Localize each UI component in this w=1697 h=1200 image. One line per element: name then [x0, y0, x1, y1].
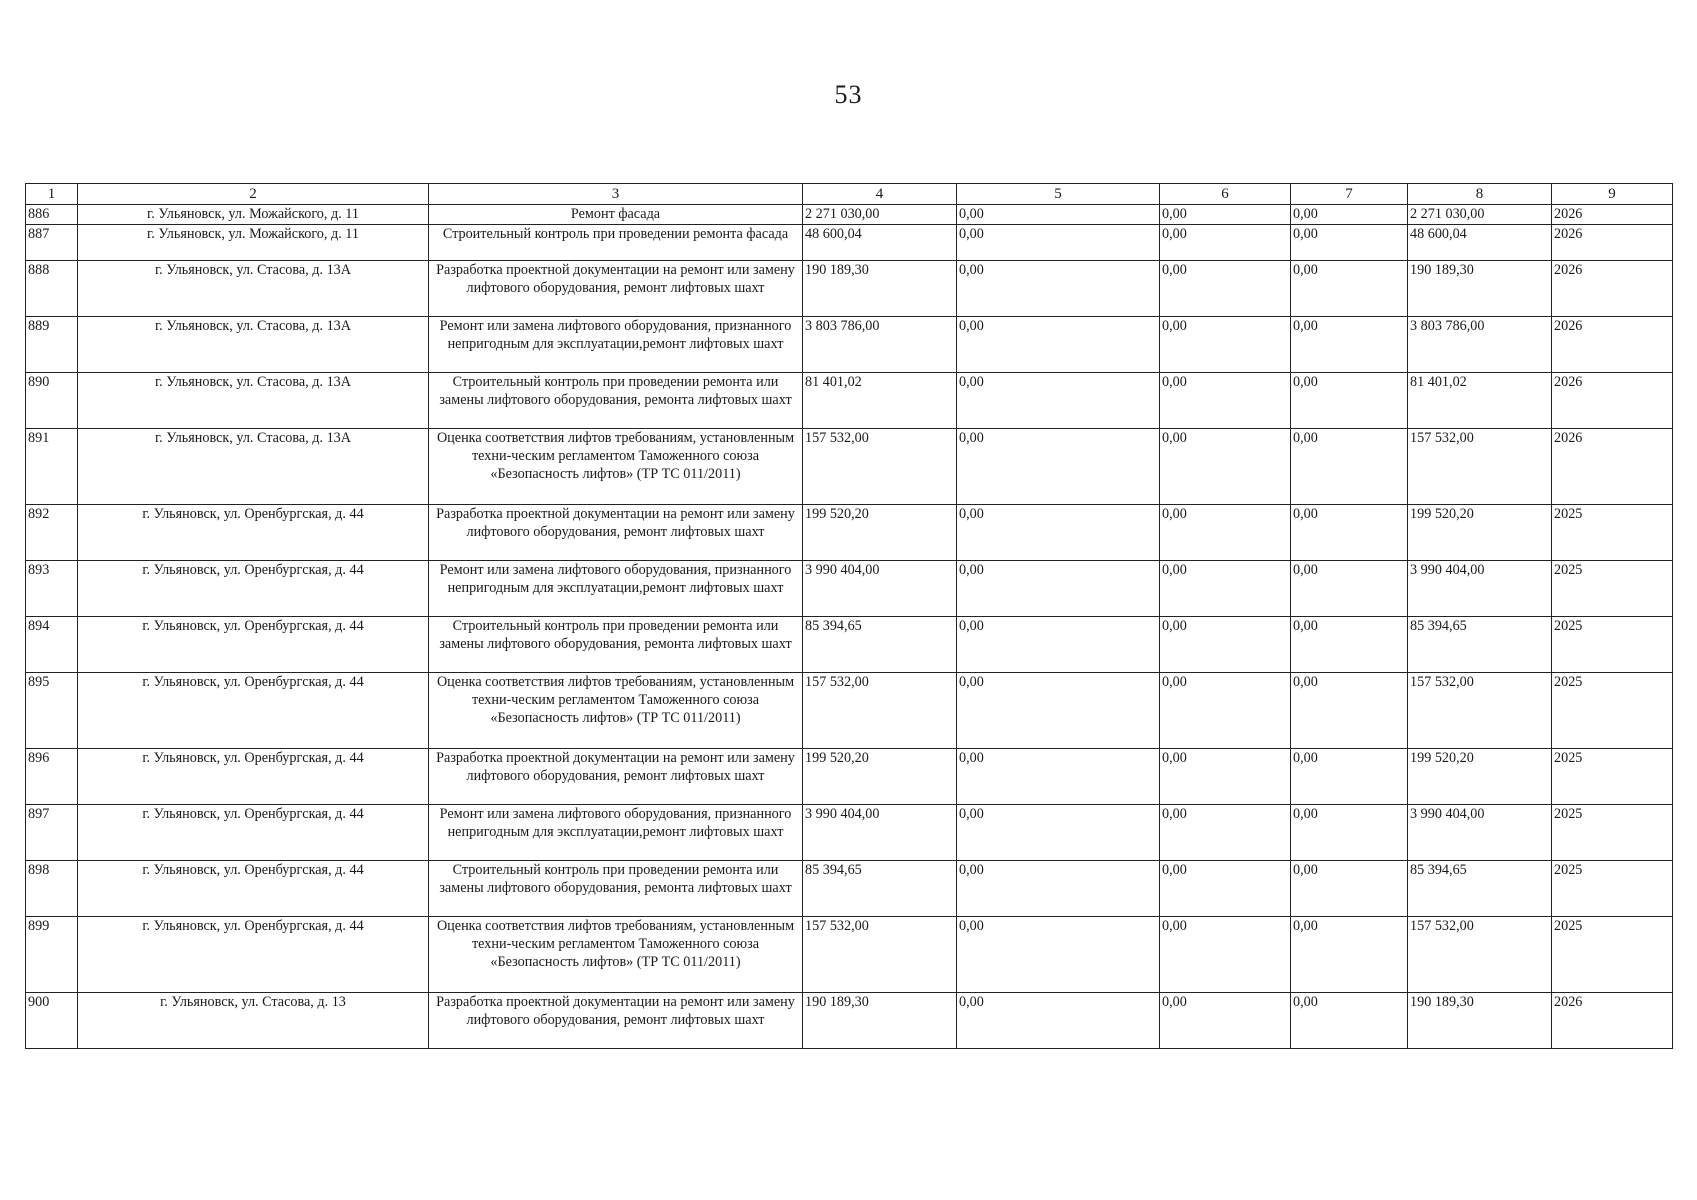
row-number: 889 — [26, 317, 78, 373]
work-type-cell: Оценка соответствия лифтов требованиям, установленным техни-ческим регламентом Таможенного союза «Безопасность лифтов» (ТР ТС 011/2011) — [429, 673, 803, 749]
table-row — [26, 673, 1673, 749]
row-number: 892 — [26, 505, 78, 561]
owner-funds-cell: 81 401,02 — [1408, 373, 1552, 429]
work-type-cell: Ремонт фасада — [429, 205, 803, 225]
address-cell: г. Ульяновск, ул. Оренбургская, д. 44 — [78, 673, 429, 749]
regional-budget-cell: 0,00 — [1160, 205, 1291, 225]
owner-funds-cell: 157 532,00 — [1408, 673, 1552, 749]
local-budget-cell: 0,00 — [1291, 225, 1408, 261]
table-row — [26, 917, 1673, 993]
column-header: 7 — [1291, 184, 1408, 205]
local-budget-cell: 0,00 — [1291, 429, 1408, 505]
regional-budget-cell: 0,00 — [1160, 261, 1291, 317]
column-number-row — [26, 184, 1673, 205]
regional-budget-cell: 0,00 — [1160, 505, 1291, 561]
owner-funds-cell: 2 271 030,00 — [1408, 205, 1552, 225]
address-cell: г. Ульяновск, ул. Оренбургская, д. 44 — [78, 861, 429, 917]
regional-budget-cell: 0,00 — [1160, 805, 1291, 861]
fund-cell: 0,00 — [957, 317, 1160, 373]
table-row — [26, 225, 1673, 261]
local-budget-cell: 0,00 — [1291, 917, 1408, 993]
owner-funds-cell: 3 990 404,00 — [1408, 561, 1552, 617]
row-number: 897 — [26, 805, 78, 861]
row-number: 887 — [26, 225, 78, 261]
row-number: 899 — [26, 917, 78, 993]
table-row — [26, 805, 1673, 861]
local-budget-cell: 0,00 — [1291, 749, 1408, 805]
fund-cell: 0,00 — [957, 861, 1160, 917]
local-budget-cell: 0,00 — [1291, 617, 1408, 673]
work-type-cell: Оценка соответствия лифтов требованиям, установленным техни-ческим регламентом Таможенного союза «Безопасность лифтов» (ТР ТС 011/2011) — [429, 429, 803, 505]
address-cell: г. Ульяновск, ул. Оренбургская, д. 44 — [78, 917, 429, 993]
row-number: 891 — [26, 429, 78, 505]
regional-budget-cell: 0,00 — [1160, 917, 1291, 993]
total-cost-cell: 157 532,00 — [803, 673, 957, 749]
table-row — [26, 205, 1673, 225]
table-row — [26, 261, 1673, 317]
address-cell: г. Ульяновск, ул. Оренбургская, д. 44 — [78, 561, 429, 617]
regional-budget-cell: 0,00 — [1160, 317, 1291, 373]
owner-funds-cell: 85 394,65 — [1408, 617, 1552, 673]
row-number: 890 — [26, 373, 78, 429]
year-cell: 2026 — [1552, 261, 1673, 317]
total-cost-cell: 157 532,00 — [803, 429, 957, 505]
row-number: 896 — [26, 749, 78, 805]
table-row — [26, 993, 1673, 1049]
local-budget-cell: 0,00 — [1291, 561, 1408, 617]
row-number: 888 — [26, 261, 78, 317]
column-header: 8 — [1408, 184, 1552, 205]
owner-funds-cell: 85 394,65 — [1408, 861, 1552, 917]
fund-cell: 0,00 — [957, 917, 1160, 993]
work-type-cell: Разработка проектной документации на ремонт или замену лифтового оборудования, ремонт лифтовых шахт — [429, 261, 803, 317]
work-type-cell: Ремонт или замена лифтового оборудования, признанного непригодным для эксплуатации,ремонт лифтовых шахт — [429, 805, 803, 861]
regional-budget-cell: 0,00 — [1160, 373, 1291, 429]
regional-budget-cell: 0,00 — [1160, 225, 1291, 261]
table-row — [26, 373, 1673, 429]
work-type-cell: Разработка проектной документации на ремонт или замену лифтового оборудования, ремонт лифтовых шахт — [429, 505, 803, 561]
address-cell: г. Ульяновск, ул. Стасова, д. 13А — [78, 261, 429, 317]
total-cost-cell: 3 990 404,00 — [803, 561, 957, 617]
table-row — [26, 617, 1673, 673]
table-row — [26, 561, 1673, 617]
column-header: 4 — [803, 184, 957, 205]
address-cell: г. Ульяновск, ул. Стасова, д. 13А — [78, 373, 429, 429]
regional-budget-cell: 0,00 — [1160, 749, 1291, 805]
fund-cell: 0,00 — [957, 561, 1160, 617]
owner-funds-cell: 157 532,00 — [1408, 429, 1552, 505]
local-budget-cell: 0,00 — [1291, 205, 1408, 225]
fund-cell: 0,00 — [957, 993, 1160, 1049]
fund-cell: 0,00 — [957, 617, 1160, 673]
year-cell: 2025 — [1552, 805, 1673, 861]
column-header: 3 — [429, 184, 803, 205]
year-cell: 2025 — [1552, 561, 1673, 617]
fund-cell: 0,00 — [957, 373, 1160, 429]
owner-funds-cell: 3 803 786,00 — [1408, 317, 1552, 373]
fund-cell: 0,00 — [957, 749, 1160, 805]
row-number: 900 — [26, 993, 78, 1049]
local-budget-cell: 0,00 — [1291, 673, 1408, 749]
address-cell: г. Ульяновск, ул. Оренбургская, д. 44 — [78, 749, 429, 805]
total-cost-cell: 199 520,20 — [803, 749, 957, 805]
table-row — [26, 505, 1673, 561]
address-cell: г. Ульяновск, ул. Можайского, д. 11 — [78, 225, 429, 261]
regional-budget-cell: 0,00 — [1160, 429, 1291, 505]
owner-funds-cell: 48 600,04 — [1408, 225, 1552, 261]
row-number: 898 — [26, 861, 78, 917]
work-type-cell: Строительный контроль при проведении ремонта фасада — [429, 225, 803, 261]
address-cell: г. Ульяновск, ул. Стасова, д. 13А — [78, 317, 429, 373]
owner-funds-cell: 157 532,00 — [1408, 917, 1552, 993]
total-cost-cell: 190 189,30 — [803, 261, 957, 317]
total-cost-cell: 199 520,20 — [803, 505, 957, 561]
year-cell: 2026 — [1552, 993, 1673, 1049]
page-number: 53 — [834, 80, 863, 109]
column-header: 5 — [957, 184, 1160, 205]
year-cell: 2026 — [1552, 317, 1673, 373]
year-cell: 2025 — [1552, 617, 1673, 673]
table-row — [26, 429, 1673, 505]
year-cell: 2025 — [1552, 673, 1673, 749]
local-budget-cell: 0,00 — [1291, 993, 1408, 1049]
total-cost-cell: 3 990 404,00 — [803, 805, 957, 861]
local-budget-cell: 0,00 — [1291, 505, 1408, 561]
local-budget-cell: 0,00 — [1291, 373, 1408, 429]
fund-cell: 0,00 — [957, 205, 1160, 225]
work-type-cell: Разработка проектной документации на ремонт или замену лифтового оборудования, ремонт лифтовых шахт — [429, 993, 803, 1049]
table-row — [26, 317, 1673, 373]
fund-cell: 0,00 — [957, 225, 1160, 261]
regional-budget-cell: 0,00 — [1160, 861, 1291, 917]
column-header: 2 — [78, 184, 429, 205]
work-type-cell: Ремонт или замена лифтового оборудования, признанного непригодным для эксплуатации,ремонт лифтовых шахт — [429, 317, 803, 373]
total-cost-cell: 2 271 030,00 — [803, 205, 957, 225]
local-budget-cell: 0,00 — [1291, 861, 1408, 917]
total-cost-cell: 48 600,04 — [803, 225, 957, 261]
owner-funds-cell: 199 520,20 — [1408, 749, 1552, 805]
year-cell: 2025 — [1552, 861, 1673, 917]
address-cell: г. Ульяновск, ул. Оренбургская, д. 44 — [78, 617, 429, 673]
work-type-cell: Строительный контроль при проведении ремонта или замены лифтового оборудования, ремонта лифтовых шахт — [429, 373, 803, 429]
total-cost-cell: 3 803 786,00 — [803, 317, 957, 373]
local-budget-cell: 0,00 — [1291, 317, 1408, 373]
work-type-cell: Ремонт или замена лифтового оборудования, признанного непригодным для эксплуатации,ремонт лифтовых шахт — [429, 561, 803, 617]
owner-funds-cell: 190 189,30 — [1408, 261, 1552, 317]
year-cell: 2025 — [1552, 749, 1673, 805]
total-cost-cell: 81 401,02 — [803, 373, 957, 429]
column-header: 1 — [26, 184, 78, 205]
row-number: 895 — [26, 673, 78, 749]
year-cell: 2026 — [1552, 373, 1673, 429]
year-cell: 2026 — [1552, 225, 1673, 261]
regional-budget-cell: 0,00 — [1160, 673, 1291, 749]
regional-budget-cell: 0,00 — [1160, 617, 1291, 673]
total-cost-cell: 85 394,65 — [803, 861, 957, 917]
repair-register-table — [25, 183, 1673, 1049]
fund-cell: 0,00 — [957, 261, 1160, 317]
owner-funds-cell: 3 990 404,00 — [1408, 805, 1552, 861]
row-number: 893 — [26, 561, 78, 617]
work-type-cell: Оценка соответствия лифтов требованиям, установленным техни-ческим регламентом Таможенного союза «Безопасность лифтов» (ТР ТС 011/2011) — [429, 917, 803, 993]
year-cell: 2026 — [1552, 205, 1673, 225]
year-cell: 2025 — [1552, 505, 1673, 561]
address-cell: г. Ульяновск, ул. Оренбургская, д. 44 — [78, 505, 429, 561]
fund-cell: 0,00 — [957, 805, 1160, 861]
local-budget-cell: 0,00 — [1291, 261, 1408, 317]
regional-budget-cell: 0,00 — [1160, 993, 1291, 1049]
owner-funds-cell: 190 189,30 — [1408, 993, 1552, 1049]
address-cell: г. Ульяновск, ул. Стасова, д. 13 — [78, 993, 429, 1049]
year-cell: 2025 — [1552, 917, 1673, 993]
fund-cell: 0,00 — [957, 673, 1160, 749]
work-type-cell: Строительный контроль при проведении ремонта или замены лифтового оборудования, ремонта лифтовых шахт — [429, 617, 803, 673]
address-cell: г. Ульяновск, ул. Можайского, д. 11 — [78, 205, 429, 225]
fund-cell: 0,00 — [957, 505, 1160, 561]
table-row — [26, 861, 1673, 917]
address-cell: г. Ульяновск, ул. Оренбургская, д. 44 — [78, 805, 429, 861]
column-header: 9 — [1552, 184, 1673, 205]
total-cost-cell: 190 189,30 — [803, 993, 957, 1049]
fund-cell: 0,00 — [957, 429, 1160, 505]
row-number: 886 — [26, 205, 78, 225]
work-type-cell: Строительный контроль при проведении ремонта или замены лифтового оборудования, ремонта лифтовых шахт — [429, 861, 803, 917]
total-cost-cell: 157 532,00 — [803, 917, 957, 993]
address-cell: г. Ульяновск, ул. Стасова, д. 13А — [78, 429, 429, 505]
column-header: 6 — [1160, 184, 1291, 205]
year-cell: 2026 — [1552, 429, 1673, 505]
regional-budget-cell: 0,00 — [1160, 561, 1291, 617]
local-budget-cell: 0,00 — [1291, 805, 1408, 861]
work-type-cell: Разработка проектной документации на ремонт или замену лифтового оборудования, ремонт лифтовых шахт — [429, 749, 803, 805]
row-number: 894 — [26, 617, 78, 673]
total-cost-cell: 85 394,65 — [803, 617, 957, 673]
owner-funds-cell: 199 520,20 — [1408, 505, 1552, 561]
table-row — [26, 749, 1673, 805]
